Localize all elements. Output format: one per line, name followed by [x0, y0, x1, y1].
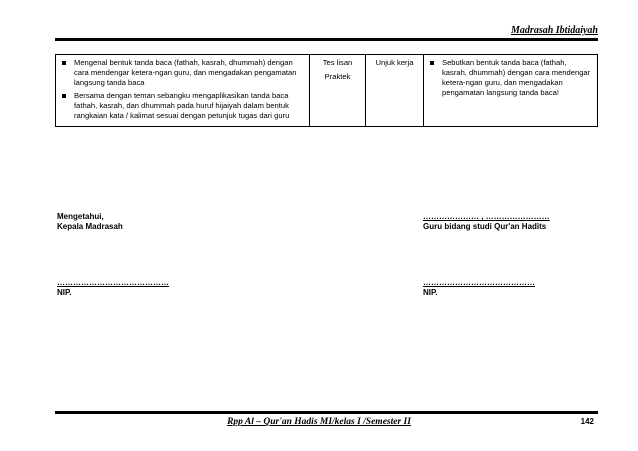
signature-right-name-block: [423, 278, 535, 298]
signature-right-place-date: ………………… , ……………………: [423, 212, 550, 221]
signature-right-role: Guru bidang studi Qur'an Hadits: [423, 222, 547, 231]
activity-item: Mengenal bentuk tanda baca (fathah, kasrah, dhummah) dengan cara mendengar ketera-ngan guru, dan mengadakan pengamatan langsung tanda baca: [60, 58, 305, 88]
technique-cell: [310, 55, 366, 127]
instrument-cell: [424, 55, 598, 127]
activity-item: Bersama dengan teman sebangku mengaplikasikan tanda baca fathah, kasrah, dan dhummah pada huruf hijaiyah dalam bentuk rangkaian kata / kalimat sesuai dengan petunjuk tugas dari guru: [60, 91, 305, 121]
signature-right-nip: NIP.: [423, 288, 438, 297]
page-number: 142: [580, 417, 594, 426]
header-title: Madrasah Ibtidaiyah: [511, 25, 598, 36]
assessment-form: Unjuk kerja: [375, 58, 414, 67]
technique-item: Tes lisan: [322, 58, 353, 67]
instrument-item: Sebutkan bentuk tanda baca (fathah, kasrah, dhummah) dengan cara mendengar ketera-ngan guru, dan mengadakan pengamatan langsung tanda baca!: [428, 58, 593, 98]
signature-right-name-line: ……………………………………: [423, 278, 535, 287]
activities-cell: [56, 55, 310, 127]
form-cell: [366, 55, 424, 127]
signature-left-nip: NIP.: [57, 288, 72, 297]
technique-item: Praktek: [324, 72, 351, 81]
signature-left-label: Mengetahui,: [57, 212, 104, 221]
signature-left-block: [57, 212, 123, 232]
signature-left-name-block: [57, 278, 169, 298]
signature-left-name-line: ……………………………………: [57, 278, 169, 287]
table-row: [56, 55, 598, 127]
lesson-plan-table: [55, 54, 598, 127]
header-divider: [55, 38, 598, 41]
signature-left-role: Kepala Madrasah: [57, 222, 123, 231]
footer-title: Rpp Al – Qur'an Hadis MI/kelas I /Semester II: [227, 417, 411, 427]
signature-right-block: [423, 212, 550, 232]
footer-divider: [55, 411, 598, 414]
